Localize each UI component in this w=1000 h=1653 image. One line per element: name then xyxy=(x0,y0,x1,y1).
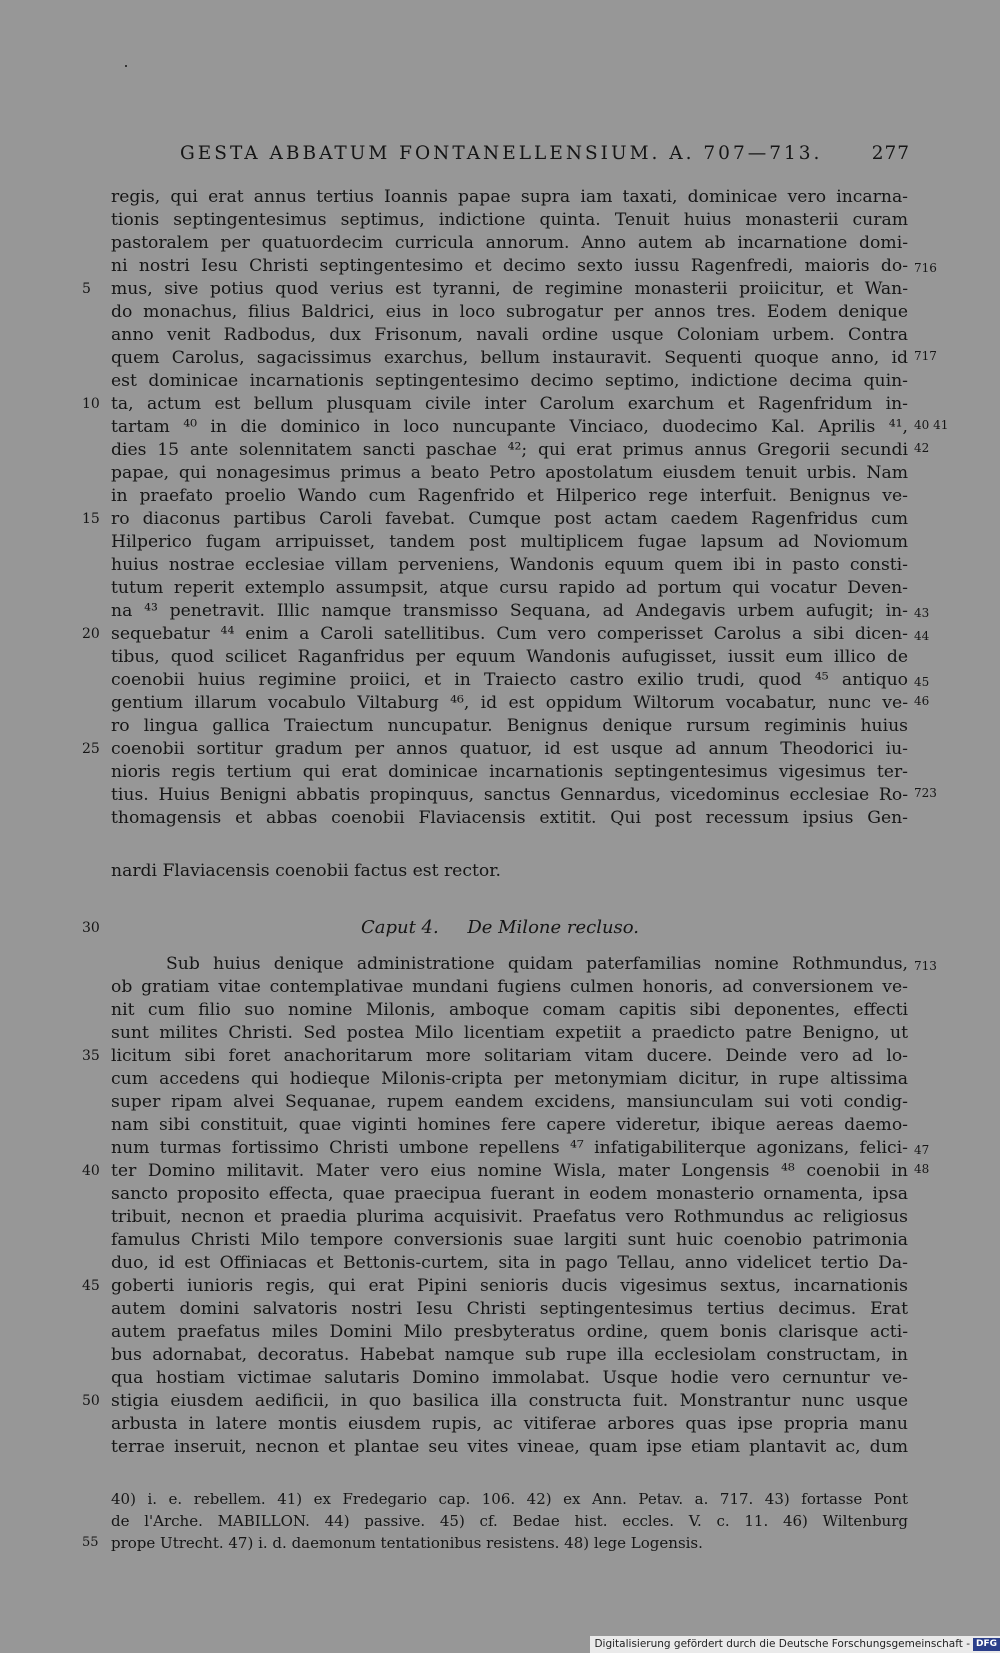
text-line: regis, qui erat annus tertius Ioannis papae supra iam taxati, dominicae vero incarna- xyxy=(111,187,908,207)
margin-footnote-ref: 40 41 xyxy=(914,418,949,432)
text-line: ni nostri Iesu Christi septingentesimo et decimo sexto iussu Ragenfredi, maioris do- xyxy=(111,256,908,276)
text-line: tartam ⁴⁰ in die dominico in loco nuncupante Vinciaco, duodecimo Kal. Aprilis ⁴¹, xyxy=(111,417,908,437)
text-line: ter Domino militavit. Mater vero eius nomine Wisla, mater Longensis ⁴⁸ coenobii in xyxy=(111,1161,908,1181)
text-line: licitum sibi foret anachoritarum more solitariam vitam ducere. Deinde vero ad lo- xyxy=(111,1046,908,1066)
text-line: pastoralem per quatuordecim curricula annorum. Anno autem ab incarnatione domi- xyxy=(111,233,908,253)
margin-footnote-ref: 46 xyxy=(914,694,930,708)
line-number: 5 xyxy=(82,281,91,297)
text-line: stigia eiusdem aedificii, in quo basilica illa constructa fuit. Monstrantur nunc usque xyxy=(111,1391,908,1411)
text-line: nam sibi constituit, quae viginti homines fere capere videretur, ibique aereas daemo- xyxy=(111,1115,908,1135)
margin-footnote-ref: 45 xyxy=(914,675,930,689)
text-line: huius nostrae ecclesiae villam perveniens, Wandonis equum quem ibi in pasto consti- xyxy=(111,555,908,575)
line-number: 10 xyxy=(82,396,100,412)
text-line: nioris regis tertium qui erat dominicae incarnationis septingentesimus vigesimus ter- xyxy=(111,762,908,782)
speck xyxy=(125,65,127,67)
margin-year: 713 xyxy=(914,959,937,973)
line-number: 55 xyxy=(82,1535,99,1550)
text-line: arbusta in latere montis eiusdem rupis, ac vitiferae arbores quas ipse propria manu xyxy=(111,1414,908,1434)
line-number: 40 xyxy=(82,1163,100,1179)
text-line: tionis septingentesimus septimus, indictione quinta. Tenuit huius monasterii curam xyxy=(111,210,908,230)
margin-footnote-ref: 44 xyxy=(914,629,930,643)
text-line: tribuit, necnon et praedia plurima acquisivit. Praefatus vero Rothmundus ac religiosus xyxy=(111,1207,908,1227)
dfg-logo: DFG xyxy=(973,1638,1000,1651)
text-line: tutum reperit extemplo assumpsit, atque cursu rapido ad portum qui vocatur Deven- xyxy=(111,578,908,598)
margin-year: 723 xyxy=(914,786,937,800)
text-line: est dominicae incarnationis septingentesimo decimo septimo, indictione decima quin- xyxy=(111,371,908,391)
line-number: 50 xyxy=(82,1393,100,1409)
page-number: 277 xyxy=(871,143,910,164)
line-number: 25 xyxy=(82,741,100,757)
text-line: papae, qui nonagesimus primus a beato Petro apostolatum eiusdem tenuit urbis. Nam xyxy=(111,463,908,483)
text-line: tius. Huius Benigni abbatis propinquus, sanctus Gennardus, vicedominus ecclesiae Ro- xyxy=(111,785,908,805)
line-number: 45 xyxy=(82,1278,100,1294)
line-number: 20 xyxy=(82,626,100,642)
text-line: coenobii huius regimine proiici, et in Traiecto castro exilio trudi, quod ⁴⁵ antiquo xyxy=(111,670,908,690)
line-number: 15 xyxy=(82,511,100,527)
margin-footnote-ref: 42 xyxy=(914,441,930,455)
text-line: thomagensis et abbas coenobii Flaviacensis extitit. Qui post recessum ipsius Gen- xyxy=(111,808,908,828)
text-line: bus adornabat, decoratus. Habebat namque sub rupe illa ecclesiolam constructam, in xyxy=(111,1345,908,1365)
margin-footnote-ref: 43 xyxy=(914,606,930,620)
footnote-line: 40) i. e. rebellem. 41) ex Fredegario cap. 106. 42) ex Ann. Petav. a. 717. 43) fortasse Pont xyxy=(111,1490,908,1508)
text-line: autem domini salvatoris nostri Iesu Christi septingentesimus tertius decimus. Erat xyxy=(111,1299,908,1319)
footer-text: Digitalisierung gefördert durch die Deutsche Forschungsgemeinschaft - xyxy=(594,1638,970,1650)
header-title: GESTA ABBATUM FONTANELLENSIUM. A. 707—713. xyxy=(180,143,823,164)
text-line: sunt milites Christi. Sed postea Milo licentiam expetiit a praedicto patre Benigno, ut xyxy=(111,1023,908,1043)
text-line: qua hostiam victimae salutaris Domino immolabat. Usque hodie vero cernuntur ve- xyxy=(111,1368,908,1388)
digitization-footer xyxy=(590,1636,1000,1653)
text-line: Sub huius denique administratione quidam paterfamilias nomine Rothmundus, xyxy=(166,954,908,974)
chapter-label: Caput 4. xyxy=(360,917,439,938)
text-line: anno venit Radbodus, dux Frisonum, navali ordine usque Coloniam urbem. Contra xyxy=(111,325,908,345)
text-line: nit cum filio suo nomine Milonis, amboque comam capitis sibi deponentes, effecti xyxy=(111,1000,908,1020)
line-number: 35 xyxy=(82,1048,100,1064)
chapter-heading xyxy=(0,916,1000,940)
margin-year: 717 xyxy=(914,349,937,363)
text-line: coenobii sortitur gradum per annos quatuor, id est usque ad annum Theodorici iu- xyxy=(111,739,908,759)
margin-year: 716 xyxy=(914,261,937,275)
text-line: ro diaconus partibus Caroli favebat. Cumque post actam caedem Ragenfridus cum xyxy=(111,509,908,529)
text-line: in praefato proelio Wando cum Ragenfrido et Hilperico rege interfuit. Benignus ve- xyxy=(111,486,908,506)
text-line: do monachus, filius Baldrici, eius in loco subrogatur per annos tres. Eodem denique xyxy=(111,302,908,322)
text-line: cum accedens qui hodieque Milonis-cripta per metonymiam dicitur, in rupe altissima xyxy=(111,1069,908,1089)
text-line: num turmas fortissimo Christi umbone repellens ⁴⁷ infatigabiliterque agonizans, felici- xyxy=(111,1138,908,1158)
text-line: ta, actum est bellum plusquam civile inter Carolum exarchum et Ragenfridum in- xyxy=(111,394,908,414)
text-line: dies 15 ante solennitatem sancti paschae ⁴²; qui erat primus annus Gregorii secundi xyxy=(111,440,908,460)
text-line: tibus, quod scilicet Raganfridus per equum Wandonis aufugisset, iussit eum illico de xyxy=(111,647,908,667)
text-line: super ripam alvei Sequanae, rupem eandem excidens, mansiunculam sui voti condig- xyxy=(111,1092,908,1112)
text-line: famulus Christi Milo tempore conversionis suae largiti sunt huic coenobio patrimonia xyxy=(111,1230,908,1250)
margin-footnote-ref: 48 xyxy=(914,1162,930,1176)
footnote-line: prope Utrecht. 47) i. d. daemonum tentationibus resistens. 48) lege Logensis. xyxy=(111,1534,703,1552)
line-number: 30 xyxy=(82,920,100,936)
text-line: goberti iunioris regis, qui erat Pipini senioris ducis vigesimus sextus, incarnationis xyxy=(111,1276,908,1296)
text-line: ob gratiam vitae contemplativae mundani fugiens culmen honoris, ad conversionem ve- xyxy=(111,977,908,997)
margin-footnote-ref: 47 xyxy=(914,1143,930,1157)
text-line: duo, id est Offiniacas et Bettonis-curtem, sita in pago Tellau, anno videlicet tertio Da- xyxy=(111,1253,908,1273)
text-line: nardi Flaviacensis coenobii factus est rector. xyxy=(111,861,502,881)
text-line: sequebatur ⁴⁴ enim a Caroli satellitibus. Cum vero comperisset Carolus a sibi dicen- xyxy=(111,624,908,644)
chapter-title: De Milone recluso. xyxy=(467,917,640,938)
text-line: gentium illarum vocabulo Viltaburg ⁴⁶, id est oppidum Wiltorum vocabatur, nunc ve- xyxy=(111,693,908,713)
text-line: autem praefatus miles Domini Milo presbyteratus ordine, quem bonis clarisque acti- xyxy=(111,1322,908,1342)
text-line: terrae inseruit, necnon et plantae seu vites vineae, quam ipse etiam plantavit ac, dum xyxy=(111,1437,908,1457)
text-line: ro lingua gallica Traiectum nuncupatur. Benignus denique rursum regiminis huius xyxy=(111,716,908,736)
text-line: quem Carolus, sagacissimus exarchus, bellum instauravit. Sequenti quoque anno, id xyxy=(111,348,908,368)
text-line: Hilperico fugam arripuisset, tandem post multiplicem fugae lapsum ad Noviomum xyxy=(111,532,908,552)
footnote-line: de l'Arche. MABILLON. 44) passive. 45) cf. Bedae hist. eccles. V. c. 11. 46) Wiltenburg xyxy=(111,1512,908,1530)
text-line: na ⁴³ penetravit. Illic namque transmisso Sequana, ad Andegavis urbem aufugit; in- xyxy=(111,601,908,621)
text-line: mus, sive potius quod verius est tyranni, de regimine monasterii proiicitur, et Wan- xyxy=(111,279,908,299)
text-line: sancto proposito effecta, quae praecipua fuerant in eodem monasterio ornamenta, ipsa xyxy=(111,1184,908,1204)
